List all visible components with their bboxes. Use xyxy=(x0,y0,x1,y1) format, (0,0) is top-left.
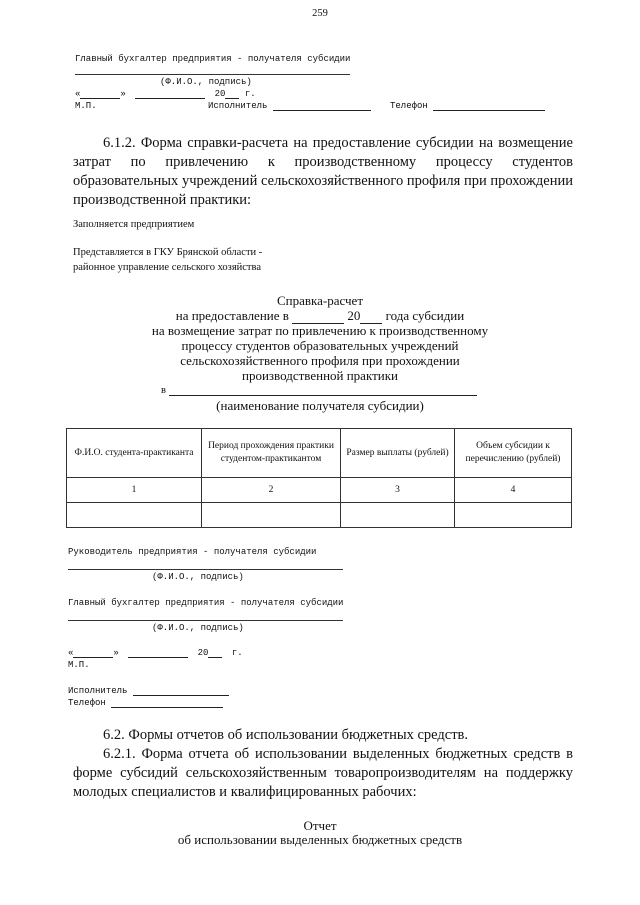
recipient-caption: (наименование получателя субсидии) xyxy=(216,398,424,413)
table-cell: 1 xyxy=(67,478,202,503)
form-title-line-6: производственной практики xyxy=(241,368,399,383)
table-cell: 2 xyxy=(202,478,341,503)
table-empty-row xyxy=(67,503,572,528)
submitted-to-line-1: Представляется в ГКУ Брянской области - xyxy=(73,247,263,258)
phone-label: Телефон xyxy=(68,698,223,708)
section-6-1-2-text: 6.1.2. Форма справки-расчета на предоставление субсидии на возмещение затрат по привлечению к производственному процессу студентов образовательных учреждений сельскохозяйственного профиля при прохождении производственной практики: xyxy=(73,135,573,208)
filled-by-label: Заполняется предприятием xyxy=(73,219,195,230)
executor-label: Исполнитель xyxy=(68,686,229,696)
phone-label: Телефон xyxy=(390,101,545,111)
form-title: Справка-расчет xyxy=(276,293,364,308)
form-title-line-3: на возмещение затрат по привлечению к производственному xyxy=(151,323,489,338)
recipient-line: в xyxy=(161,385,477,396)
table-header-row xyxy=(67,429,572,478)
signature-line xyxy=(75,74,350,75)
table-cell: 3 xyxy=(341,478,455,503)
page-number: 259 xyxy=(312,8,328,19)
table-cell xyxy=(202,503,341,528)
date-line: « » 20 г. xyxy=(68,648,243,658)
fio-sign-caption: (Ф.И.О., подпись) xyxy=(160,77,252,87)
table-header-cell: Период прохождения практики студентом-практикантом xyxy=(202,429,341,478)
table-header-cell: Размер выплаты (рублей) xyxy=(341,429,455,478)
form-title-line-5: сельскохозяйственного профиля при прохождении xyxy=(180,353,460,368)
report-title: Отчет xyxy=(303,818,337,833)
head-label: Руководитель предприятия - получателя субсидии xyxy=(68,547,317,557)
fio-sign-caption: (Ф.И.О., подпись) xyxy=(152,623,244,633)
section-6-2-1-text: 6.2.1. Форма отчета об использовании выделенных бюджетных средств в форме субсидий сельскохозяйственным товаропроизводителям на поддержку молодых специалистов и квалифицированных рабочих: xyxy=(73,746,573,800)
chief-accountant-label: Главный бухгалтер предприятия - получателя субсидии xyxy=(68,598,344,608)
chief-accountant-label: Главный бухгалтер предприятия - получателя субсидии xyxy=(75,54,351,64)
table-cell xyxy=(455,503,572,528)
report-subtitle: об использовании выделенных бюджетных средств xyxy=(177,832,463,847)
section-6-2 xyxy=(73,726,573,802)
table-header-cell: Ф.И.О. студента-практиканта xyxy=(67,429,202,478)
signature-line xyxy=(68,569,343,570)
form-title-line-2: на предоставление в 20 года субсидии xyxy=(175,308,465,323)
calculation-table xyxy=(66,428,572,528)
table-cell: 4 xyxy=(455,478,572,503)
table-header-cell: Объем субсидии к перечислению (рублей) xyxy=(455,429,572,478)
form-title-line-4: процессу студентов образовательных учреждений xyxy=(181,338,459,353)
submitted-to-line-2: районное управление сельского хозяйства xyxy=(73,262,262,273)
signature-line xyxy=(68,620,343,621)
section-6-2-heading: 6.2. Формы отчетов об использовании бюджетных средств. xyxy=(103,727,469,743)
fio-sign-caption: (Ф.И.О., подпись) xyxy=(152,572,244,582)
date-line: « » 20 г. xyxy=(75,89,256,99)
table-cell xyxy=(341,503,455,528)
executor-label: Исполнитель xyxy=(208,101,371,111)
table-cell xyxy=(67,503,202,528)
stamp-label: М.П. xyxy=(75,101,97,111)
stamp-label: М.П. xyxy=(68,660,90,670)
table-number-row xyxy=(67,478,572,503)
